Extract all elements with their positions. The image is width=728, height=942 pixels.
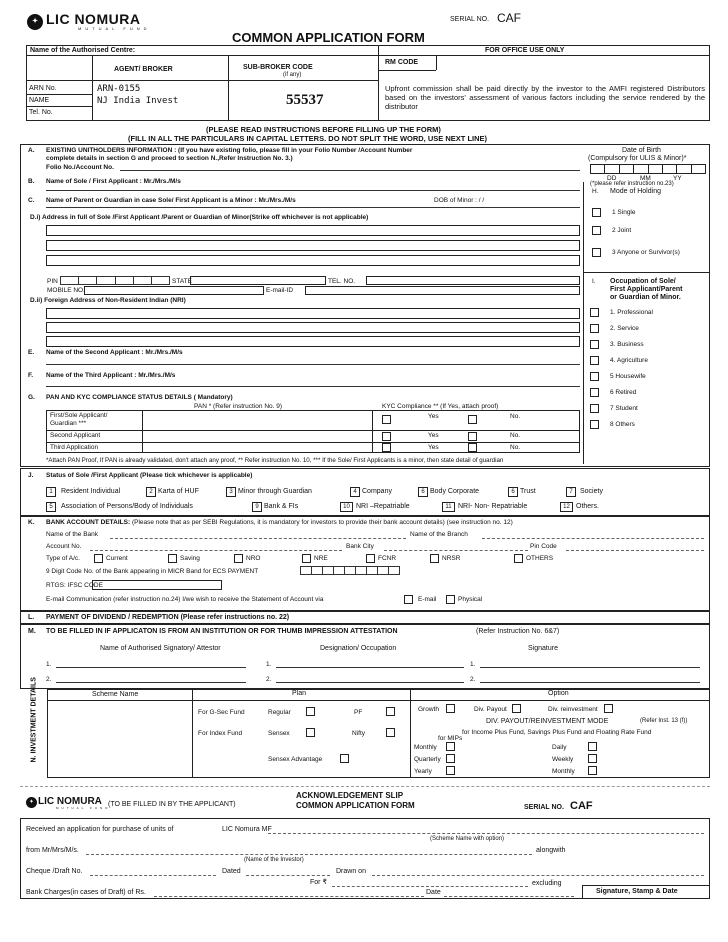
section-c-letter: C. (28, 197, 35, 204)
g-row-second: Second Applicant (50, 432, 101, 439)
investment-side-text: N. INVESTMENT DETAILS (30, 677, 38, 763)
section-m-text: TO BE FILLED IN IF APPLICATON IS FROM AN INSTITUTION OR FOR THUMB IMPRESSION ATTESTATION (46, 628, 398, 635)
plan-label: Plan (292, 690, 307, 697)
sensex-checkbox[interactable] (306, 728, 315, 737)
ac-nre-label: NRE (314, 555, 328, 562)
dob-boxes[interactable] (590, 164, 706, 174)
folio-input[interactable] (120, 170, 580, 171)
minor-dob[interactable]: DOB of Minor : / / (434, 197, 485, 204)
m-two-b: 2. (266, 676, 272, 683)
ac-nre-checkbox[interactable] (302, 554, 311, 563)
ack-logo-icon: ✦ (26, 797, 37, 808)
occupation-service-label: 2. Service (610, 325, 639, 332)
ac-nro-checkbox[interactable] (234, 554, 243, 563)
ac-saving-label: Saving (180, 555, 200, 562)
ack-logo-sub: MUTUAL FUND (56, 806, 111, 810)
status-trust: Trust (520, 488, 536, 495)
ac-current-label: Current (106, 555, 128, 562)
yearly-checkbox[interactable] (446, 766, 455, 775)
third-applicant-input[interactable] (46, 386, 580, 387)
status-num-7[interactable]: 7 (566, 487, 576, 497)
sensex-adv-checkbox[interactable] (340, 754, 349, 763)
sub-broker-note: (if any) (283, 72, 302, 78)
weekly-label: Weekly (552, 756, 574, 763)
physical-option-checkbox[interactable] (446, 595, 455, 604)
status-minor: Minor through Guardian (238, 488, 312, 495)
occupation-retired-label: 6 Retired (610, 389, 637, 396)
yy-label: YY (673, 175, 682, 182)
kyc-second-no-checkbox[interactable] (468, 432, 477, 441)
logo-icon: ✦ (27, 14, 43, 30)
section-c-text: Name of Parent or Guardian in case Sole/ First Applicant is a Minor : Mr./Mrs./M/s (46, 197, 296, 204)
status-num-2[interactable]: 2 (146, 487, 156, 497)
kyc-third-no-checkbox[interactable] (468, 443, 477, 452)
dob-label: Date of Birth (622, 147, 661, 154)
status-others: Others. (576, 503, 599, 510)
section-h-letter: H. (592, 188, 599, 195)
pf-label: PF (354, 709, 363, 716)
occupation-housewife-label: 5 Housewife (610, 373, 646, 380)
scheme-name-label: Scheme Name (92, 691, 139, 698)
mobile-input[interactable] (84, 286, 264, 295)
instructions-line2: (FILL IN ALL THE PARTICULARS IN CAPITAL LETTERS. DO NOT SPLIT THE WORD, USE NEXT LINE) (128, 134, 488, 143)
pan-kyc-table (46, 410, 580, 453)
ack-logo-text: LIC NOMURA (38, 796, 102, 807)
status-num-6a[interactable]: 6 (418, 487, 428, 497)
kyc-third-no-label: No. (510, 444, 521, 451)
section-i-text2: First Applicant/Parent (610, 286, 683, 293)
bank-city-input[interactable] (384, 550, 528, 551)
pin-code-input[interactable] (566, 550, 704, 551)
email-option-checkbox[interactable] (404, 595, 413, 604)
status-num-11[interactable]: 11 (442, 502, 455, 512)
address-line-3[interactable] (46, 255, 580, 266)
for-mips-label: for MIPs (438, 735, 463, 742)
arn-value[interactable]: ARN-0155 (97, 84, 141, 94)
second-applicant-input[interactable] (46, 364, 580, 365)
ack-from-input[interactable] (86, 854, 532, 855)
nri-address-line-1[interactable] (46, 308, 580, 319)
micr-label: 9 Digit Code No. of the Bank appearing in MICR Band for ECS PAYMENT (46, 568, 259, 575)
ack-cheque: Cheque /Draft No. (26, 868, 83, 875)
holding-anyone-label: 3 Anyone or Survivor(s) (612, 249, 680, 256)
address-line-1[interactable] (46, 225, 580, 236)
section-f-text: Name of the Third Applicant : Mr./Mrs./M/s (46, 372, 176, 379)
div-payout-checkbox[interactable] (512, 704, 521, 713)
status-society: Society (580, 488, 603, 495)
ack-charges-input[interactable] (154, 896, 424, 897)
ack-bank-charges: Bank Charges(in cases of Draft) of Rs. (26, 889, 146, 896)
serial-label: SERIAL NO. (450, 16, 490, 23)
nifty-label: Nifty (352, 730, 365, 737)
sub-broker-label: SUB-BROKER CODE (243, 64, 313, 71)
cut-line (20, 786, 710, 787)
arn-label: ARN No. (29, 85, 57, 92)
status-resident: Resident Individual (61, 488, 121, 495)
ack-title2: COMMON APPLICATION FORM (296, 801, 415, 810)
section-i-letter: I. (592, 278, 596, 285)
section-k-letter: K. (28, 519, 35, 526)
regular-checkbox[interactable] (306, 707, 315, 716)
section-a-text: EXISTING UNITHOLDERS INFORMATION : (If you have existing folio, please fill in your Folio Number /Account Number (46, 147, 413, 154)
index-label: For Index Fund (198, 730, 243, 737)
regular-label: Regular (268, 709, 291, 716)
occupation-others-checkbox[interactable] (590, 420, 599, 429)
section-k-desc: (Please note that as per SEBI Regulations, it is mandatory for investors to provide their bank account details) (see instruction no. 12) (131, 519, 513, 526)
designation-1-input[interactable] (276, 667, 464, 668)
dob-ref: (*please refer instruction no.23) (590, 181, 674, 187)
ack-for-rs: For ₹ (310, 879, 327, 886)
ack-date-input[interactable] (444, 896, 574, 897)
nri-address-line-3[interactable] (46, 336, 580, 347)
section-k-bold: BANK ACCOUNT DETAILS: (46, 519, 131, 526)
ack-scheme-opt: (Scheme Name with option) (430, 836, 505, 842)
signature-2-input[interactable] (480, 682, 700, 683)
agent-broker-label: AGENT/ BROKER (114, 66, 173, 73)
status-num-12[interactable]: 12 (560, 502, 573, 512)
dd-label: DD (607, 175, 617, 182)
g-row-first: First/Sole Applicant/ (50, 412, 108, 419)
kyc-first-no-label: No. (510, 413, 521, 420)
quarterly-label: Quarterly (414, 756, 441, 763)
nifty-checkbox[interactable] (386, 728, 395, 737)
status-num-1[interactable]: 1 (46, 487, 56, 497)
section-l-letter: L. (28, 614, 35, 621)
ac-others-checkbox[interactable] (514, 554, 523, 563)
status-num-5[interactable]: 5 (46, 502, 56, 512)
ack-drawn: Drawn on (336, 868, 366, 875)
status-aop: Association of Persons/Body of Individuals (61, 503, 193, 510)
kyc-heading: KYC Compliance ** (If Yes, attach proof) (382, 403, 499, 410)
section-m-letter: M. (28, 628, 36, 635)
name-value[interactable]: NJ India Invest (97, 96, 179, 106)
kyc-first-yes-checkbox[interactable] (382, 415, 391, 424)
branch-label: Name of the Branch (410, 531, 468, 538)
logo-sub: MUTUAL FUND (78, 26, 151, 31)
growth-checkbox[interactable] (446, 704, 455, 713)
ack-dated-input[interactable] (246, 875, 330, 876)
section-i-text3: or Guardian of Minor. (610, 294, 681, 301)
status-num-9[interactable]: 9 (252, 502, 262, 512)
ack-amount-input[interactable] (332, 886, 528, 887)
pin-code-label: Pin Code (530, 543, 557, 550)
rtgs-label: RTGS: IFSC CODE (46, 582, 103, 589)
occupation-service-checkbox[interactable] (590, 324, 599, 333)
signature-1-input[interactable] (480, 667, 700, 668)
kyc-third-yes-label: Yes (428, 444, 439, 451)
ack-serial-value: CAF (570, 800, 593, 812)
m-two-a: 2. (46, 676, 52, 683)
page-title: COMMON APPLICATION FORM (232, 30, 425, 45)
kyc-second-no-label: No. (510, 432, 521, 439)
occupation-student-checkbox[interactable] (590, 404, 599, 413)
kyc-first-no-checkbox[interactable] (468, 415, 477, 424)
ack-lic-mf: LIC Nomura MF (222, 826, 272, 833)
email-option-label: E-mail (418, 596, 437, 603)
kyc-first-yes-label: Yes (428, 413, 439, 420)
tel-input[interactable] (366, 276, 580, 285)
status-body-corporate: Body Corporate (430, 488, 480, 495)
state-input[interactable] (190, 276, 326, 285)
status-company: Company (362, 488, 392, 495)
mm-label: MM (640, 175, 651, 182)
section-h-text: Mode of Holding (610, 188, 661, 195)
rm-code-label: RM CODE (385, 59, 419, 66)
section-a-letter: A. (28, 147, 35, 154)
status-nri-rep: NRI –Repatriable (356, 503, 410, 510)
section-g-text: PAN AND KYC COMPLIANCE STATUS DETAILS ( Mandatory) (46, 394, 233, 401)
sensex-label: Sensex (268, 730, 290, 737)
kyc-second-yes-label: Yes (428, 432, 439, 439)
commission-text: Upfront commission shall be paid directly by the investor to the AMFI registered Distributors based on the investors' assessment of various factors including the service rendered by the distributor (385, 84, 705, 111)
instructions-line1: (PLEASE READ INSTRUCTIONS BEFORE FILLING UP THE FORM) (206, 125, 441, 134)
rtgs-input[interactable] (92, 580, 222, 590)
ack-drawn-input[interactable] (372, 875, 704, 876)
gsec-label: For G-Sec Fund (198, 709, 245, 716)
g-row-third: Third Application (50, 444, 99, 451)
ack-sign-stamp: Signature, Stamp & Date (596, 888, 678, 895)
tel-label: Tel. No. (29, 109, 53, 116)
section-g-letter: G. (28, 394, 35, 401)
section-e-text: Name of the Second Applicant : Mr./Mrs./M/s (46, 349, 183, 356)
ack-cheque-input[interactable] (90, 875, 216, 876)
ac-others-label: OTHERS (526, 555, 554, 562)
holding-single-label: 1 Single (612, 209, 636, 216)
div-mode-label: DIV. PAYOUT/REINVESTMENT MODE (486, 718, 609, 725)
yearly-label: Yearly (414, 768, 432, 775)
occupation-agriculture-label: 4. Agriculture (610, 357, 648, 364)
investment-side-label (20, 677, 48, 778)
sub-broker-code-value[interactable]: 55537 (286, 92, 324, 108)
micr-input[interactable] (300, 566, 400, 575)
type-ac-label: Type of A/c. (46, 555, 80, 562)
ac-nrsr-label: NRSR (442, 555, 461, 562)
mobile-label: MOBILE NO. (47, 287, 85, 294)
signatory-2-input[interactable] (56, 682, 246, 683)
section-f-letter: F. (28, 372, 34, 379)
occupation-professional-checkbox[interactable] (590, 308, 599, 317)
pf-checkbox[interactable] (386, 707, 395, 716)
ac-current-checkbox[interactable] (94, 554, 103, 563)
branch-input[interactable] (482, 538, 704, 539)
bank-city-label: Bank City (346, 543, 374, 550)
section-j-letter: J. (28, 472, 34, 479)
pin-label: PIN (47, 278, 58, 285)
designation-label: Designation/ Occupation (320, 645, 397, 652)
m-one-b: 1. (266, 661, 272, 668)
occupation-agriculture-checkbox[interactable] (590, 356, 599, 365)
serial-value: CAF (497, 11, 521, 25)
ack-alongwith: alongwith (536, 847, 566, 854)
physical-option-label: Physical (458, 596, 483, 603)
section-d2-text: D.ii) Foreign Address of Non-Resident Indian (NRI) (30, 297, 186, 304)
holding-joint-label: 2 Joint (612, 227, 632, 234)
m-one-a: 1. (46, 661, 52, 668)
occupation-student-label: 7 Student (610, 405, 638, 412)
div-mode-ref: (Refer Inst. 13 (f)) (640, 718, 688, 724)
designation-2-input[interactable] (276, 682, 464, 683)
for-income-label: for Income Plus Fund, Savings Plus Fund and Floating Rate Fund (462, 729, 652, 736)
section-a-text2: complete details in section G and proceed to section N.,Refer Instruction No. 3.) (46, 155, 293, 162)
section-b-letter: B. (28, 178, 35, 185)
option-label: Option (548, 690, 569, 697)
kyc-second-yes-checkbox[interactable] (382, 432, 391, 441)
ack-serial-label: SERIAL NO. (524, 804, 564, 811)
ack-received: Received an application for purchase of units of (26, 826, 174, 833)
section-d1-text: D.i) Address in full of Sole /First Applicant /Parent or Guardian of Minor(Strike off whichever is not applicable) (30, 214, 369, 221)
ack-filled-by: (TO BE FILLED IN BY THE APPLICANT) (108, 801, 236, 808)
email-comm-label: E-mail Communication (refer instruction no.24) I/we wish to receive the Statement of Account via (46, 596, 324, 603)
monthly-checkbox[interactable] (446, 742, 455, 751)
ack-investor: (Name of the Investor) (244, 857, 304, 863)
m-one-c: 1. (470, 661, 476, 668)
email-input[interactable] (305, 286, 580, 295)
sensex-adv-label: Sensex Advantage (268, 756, 323, 763)
ack-excluding: excluding (532, 880, 562, 887)
ac-saving-checkbox[interactable] (168, 554, 177, 563)
ac-fcnr-label: FCNR (378, 555, 397, 562)
monthly2-checkbox[interactable] (588, 766, 597, 775)
address-line-2[interactable] (46, 240, 580, 251)
occupation-professional-label: 1. Professional (610, 309, 653, 316)
section-m-ref: (Refer Instruction No. 6&7) (476, 628, 560, 635)
status-bank-fis: Bank & FIs (264, 503, 299, 510)
holding-joint-checkbox[interactable] (592, 226, 601, 235)
section-i-text: Occupation of Sole/ (610, 278, 676, 285)
email-label: E-mail-ID (266, 287, 294, 294)
tel-no-label: TEL. NO. (328, 278, 356, 285)
folio-label: Folio No./Account No. (46, 164, 114, 171)
occupation-housewife-checkbox[interactable] (590, 372, 599, 381)
status-num-4[interactable]: 4 (350, 487, 360, 497)
section-e-letter: E. (28, 349, 35, 356)
g-row-guardian: Guardian *** (50, 420, 87, 427)
growth-label: Growth (418, 706, 439, 713)
ack-title1: ACKNOWLEDGEMENT SLIP (296, 791, 404, 800)
quarterly-checkbox[interactable] (446, 754, 455, 763)
signature-label: Signature (528, 645, 558, 652)
first-applicant-input[interactable] (46, 190, 580, 191)
authorised-centre-label: Name of the Authorised Centre: (30, 47, 136, 54)
holding-anyone-checkbox[interactable] (592, 248, 601, 257)
account-no-input[interactable] (90, 550, 342, 551)
occupation-business-checkbox[interactable] (590, 340, 599, 349)
logo-text: LIC NOMURA (46, 11, 141, 27)
div-payout-label: Div. Payout (474, 706, 507, 713)
nri-address-line-2[interactable] (46, 322, 580, 333)
occupation-business-label: 3. Business (610, 341, 644, 348)
status-huf: Karta of HUF (158, 488, 199, 495)
kyc-third-yes-checkbox[interactable] (382, 443, 391, 452)
ac-nro-label: NRO (246, 555, 261, 562)
bank-name-input[interactable] (110, 538, 406, 539)
ack-from: from Mr/Mrs/M/s. (26, 847, 79, 854)
status-num-6b[interactable]: 6 (508, 487, 518, 497)
daily-label: Daily (552, 744, 567, 751)
holding-single-checkbox[interactable] (592, 208, 601, 217)
status-num-10[interactable]: 10 (340, 502, 353, 512)
office-use-label: FOR OFFICE USE ONLY (485, 47, 565, 54)
ac-nrsr-checkbox[interactable] (430, 554, 439, 563)
status-nri-nonrep: NRI- Non- Repatriable (458, 503, 528, 510)
scheme-name-input[interactable] (50, 704, 188, 774)
section-j-text: Status of Sole /First Applicant (Please tick whichever is applicable) (46, 472, 253, 479)
signatory-label: Name of Authorised Signatory/ Attestor (100, 645, 221, 652)
monthly-label: Monthly (414, 744, 437, 751)
bank-name-label: Name of the Bank (46, 531, 99, 538)
status-num-3[interactable]: 3 (226, 487, 236, 497)
occupation-retired-checkbox[interactable] (590, 388, 599, 397)
state-label: STATE (172, 278, 192, 285)
ack-date: Date (426, 889, 441, 896)
daily-checkbox[interactable] (588, 742, 597, 751)
ack-dated: Dated (222, 868, 241, 875)
signatory-1-input[interactable] (56, 667, 246, 668)
name-label: NAME (29, 97, 50, 104)
monthly2-label: Monthly (552, 768, 575, 775)
section-b-text: Name of Sole / First Applicant : Mr./Mrs./M/s (46, 178, 181, 185)
attach-note: *Attach PAN Proof, If PAN is already validated, don't attach any proof, ** Refer instruction No. 10, *** If the Sole/ First Applicants is a minor, then state detail of guardian (46, 457, 504, 464)
section-l-text: PAYMENT OF DIVIDEND / REDEMPTION (Please refer instructions no. 22) (46, 614, 290, 621)
section-k-text (46, 519, 513, 526)
ack-scheme-input[interactable] (268, 833, 704, 834)
m-two-c: 2. (470, 676, 476, 683)
div-reinv-label: Div. reinvestment (548, 706, 598, 713)
ac-fcnr-checkbox[interactable] (366, 554, 375, 563)
dob-note: (Compulsory for ULIS & Minor)* (588, 155, 687, 162)
occupation-others-label: 8 Others (610, 421, 635, 428)
account-no-label: Account No. (46, 543, 82, 550)
pin-input[interactable] (60, 276, 170, 285)
div-reinv-checkbox[interactable] (604, 704, 613, 713)
weekly-checkbox[interactable] (588, 754, 597, 763)
pan-heading: PAN * (Refer instruction No. 9) (194, 403, 283, 410)
